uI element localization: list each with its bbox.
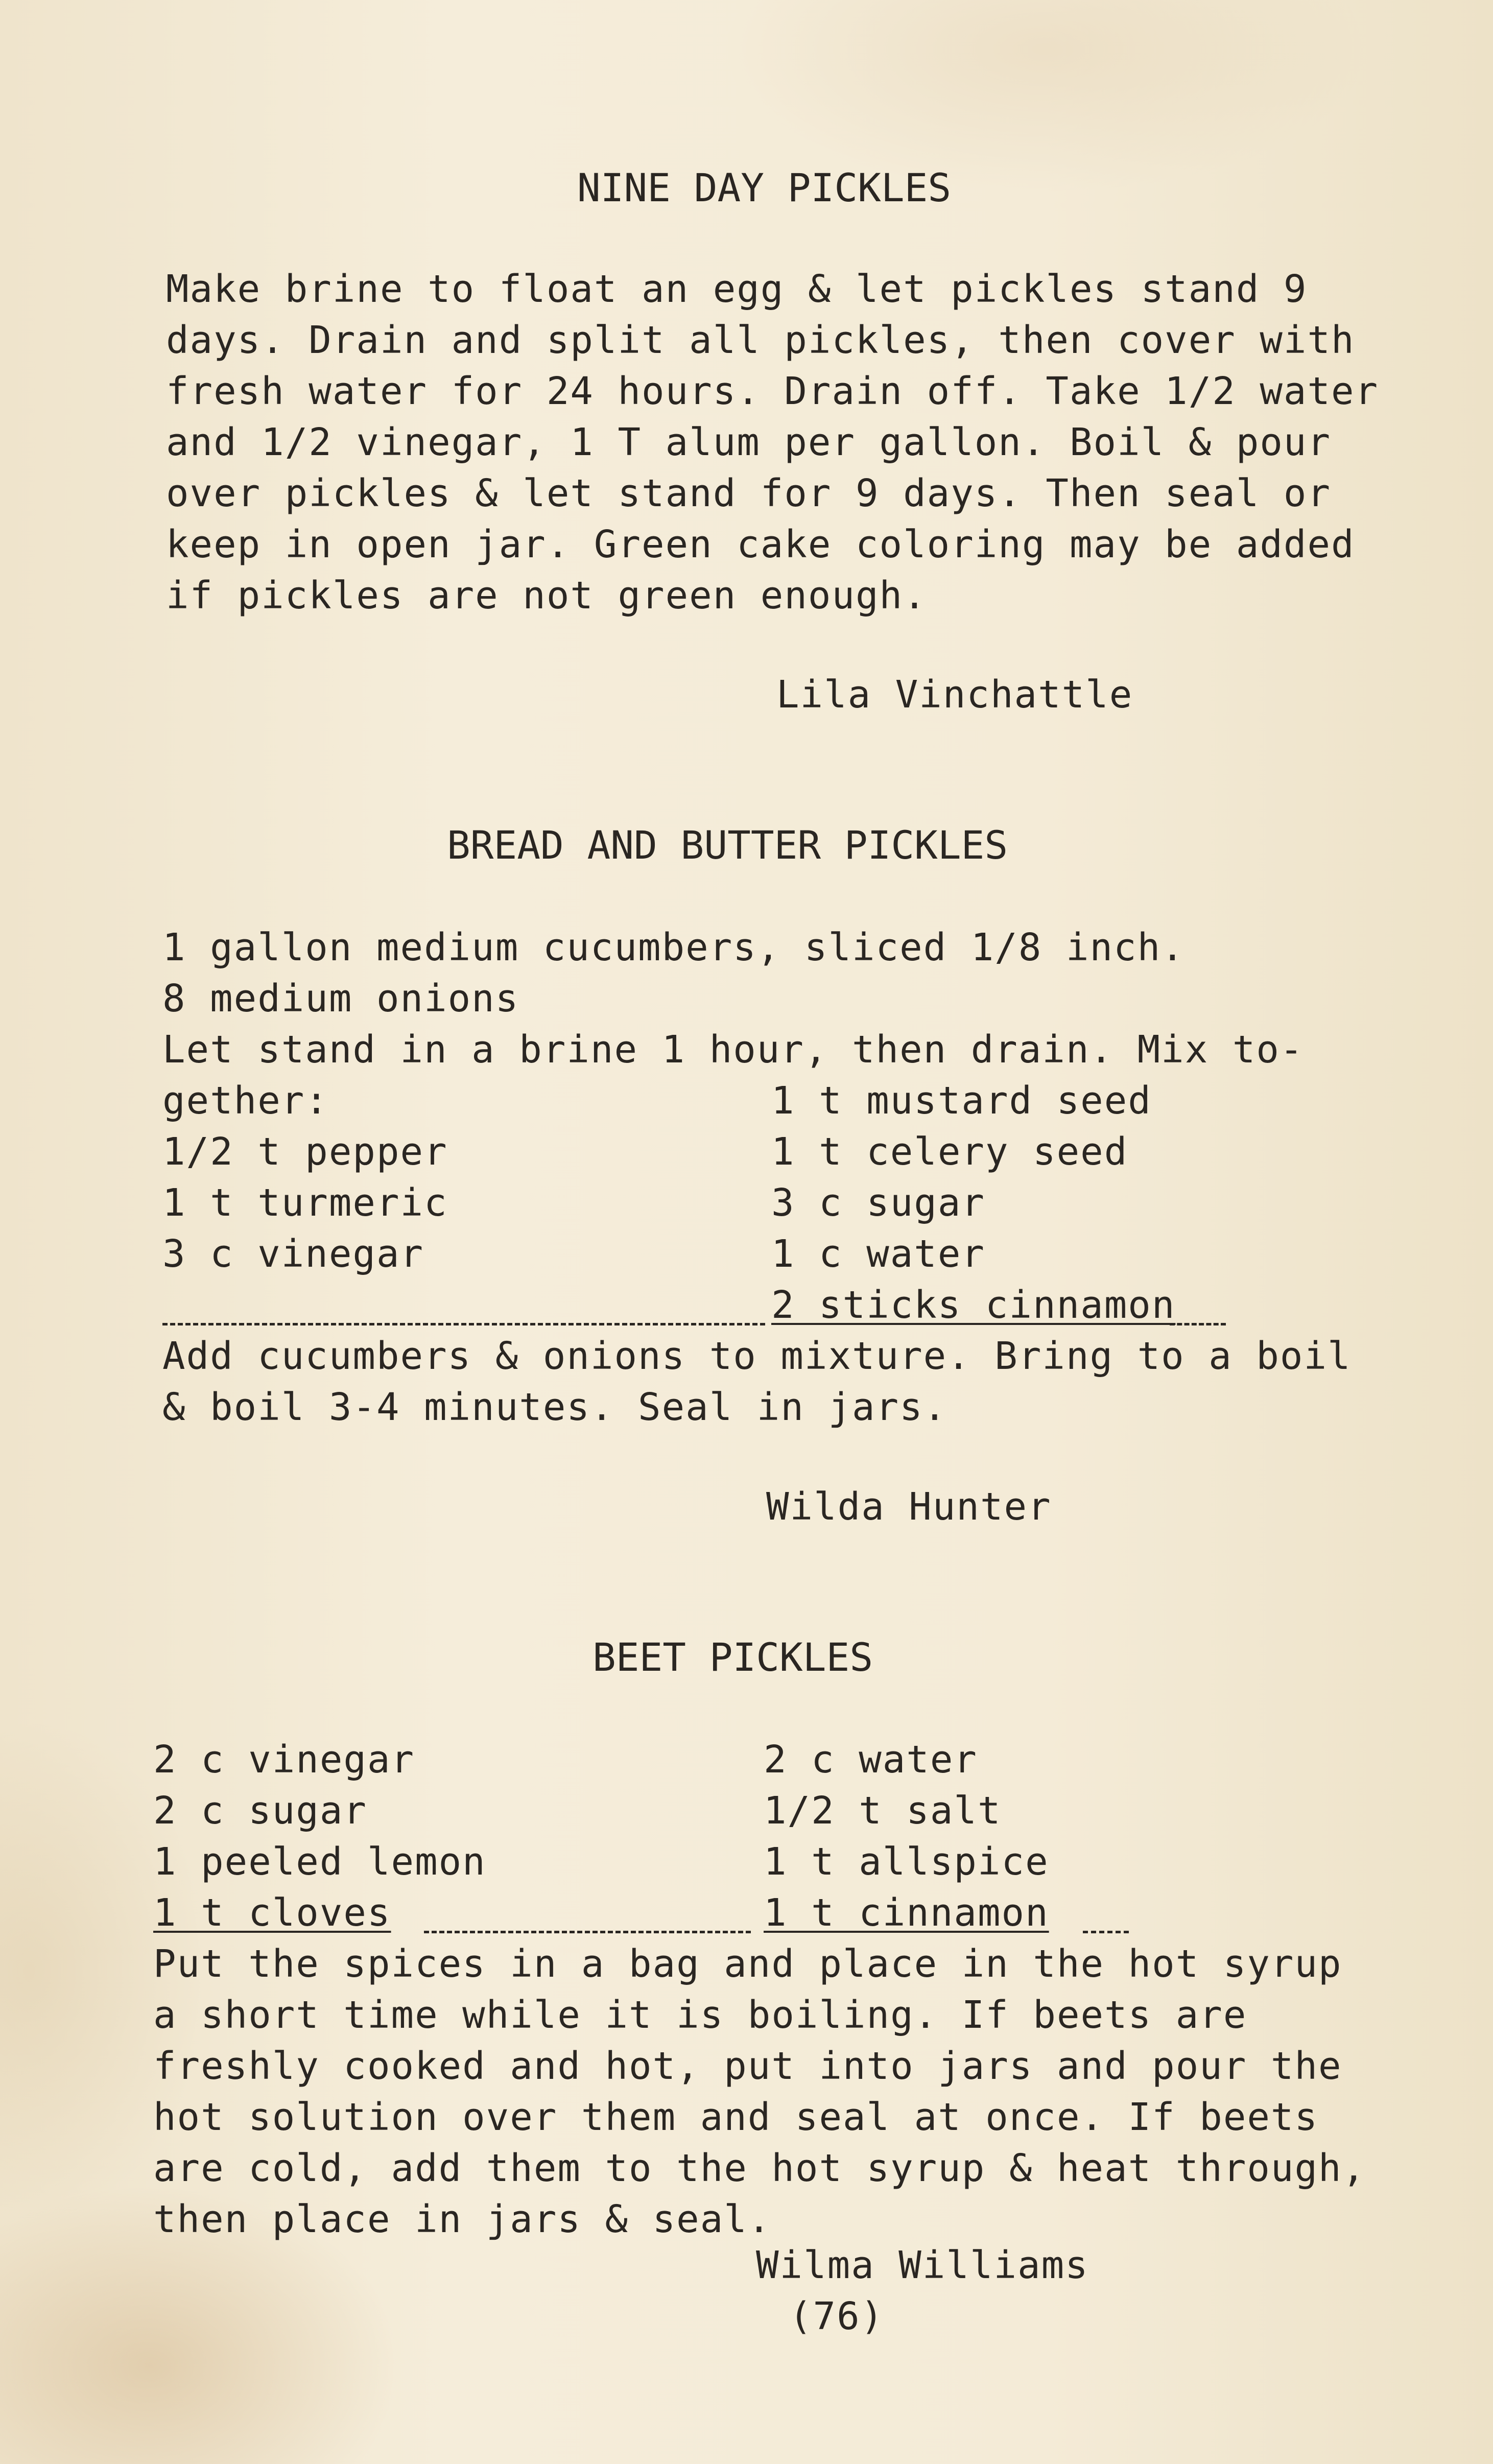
ingredient-left: gether: bbox=[162, 1079, 329, 1123]
recipe-body-line: Put the spices in a bag and place in the hot syrup bbox=[153, 1942, 1342, 1986]
recipe-author: Wilma Williams bbox=[756, 2243, 1089, 2287]
recipe-body-line: hot solution over them and seal at once. If beets bbox=[153, 2095, 1319, 2139]
recipe-title: BEET PICKLES bbox=[593, 1634, 873, 1680]
recipe-body-line: if pickles are not green enough. bbox=[166, 574, 927, 618]
divider-dashes bbox=[1170, 1323, 1226, 1325]
ingredient-left: 1 t cloves bbox=[153, 1891, 391, 1935]
ingredient-right: 1/2 t salt bbox=[764, 1789, 1002, 1833]
page-number: (76) bbox=[789, 2294, 885, 2338]
recipe-body-line: over pickles & let stand for 9 days. Then seal or bbox=[166, 471, 1332, 515]
ingredient-right: 1 t mustard seed bbox=[771, 1079, 1152, 1123]
divider-dashes bbox=[1083, 1931, 1129, 1933]
ingredient-left: 2 c vinegar bbox=[153, 1738, 415, 1782]
recipe-body-line: then place in jars & seal. bbox=[153, 2197, 772, 2241]
recipe-title: BREAD AND BUTTER PICKLES bbox=[447, 822, 1008, 868]
recipe-body-line: fresh water for 24 hours. Drain off. Take 1/2 water bbox=[166, 369, 1379, 413]
recipe-body-line: & boil 3-4 minutes. Seal in jars. bbox=[162, 1385, 947, 1429]
ingredient-left: 1/2 t pepper bbox=[162, 1130, 448, 1174]
recipe-title: NINE DAY PICKLES bbox=[577, 165, 952, 210]
recipe-body-line: a short time while it is boiling. If beets are bbox=[153, 1993, 1247, 2037]
ingredient-left: 3 c vinegar bbox=[162, 1232, 424, 1276]
recipe-body-line: and 1/2 vinegar, 1 T alum per gallon. Boil & pour bbox=[166, 420, 1332, 464]
divider-dashes bbox=[424, 1931, 751, 1933]
ingredient-right: 2 sticks cinnamon bbox=[771, 1283, 1176, 1327]
divider-dashes bbox=[162, 1323, 765, 1325]
ingredient-right: 1 t allspice bbox=[764, 1840, 1049, 1884]
recipe-body-line: Add cucumbers & onions to mixture. Bring to a boil bbox=[162, 1334, 1352, 1378]
recipe-body-line: Make brine to float an egg & let pickles stand 9 bbox=[166, 267, 1308, 311]
recipe-body-line: days. Drain and split all pickles, then cover with bbox=[166, 318, 1355, 362]
recipe-intro-line: 1 gallon medium cucumbers, sliced 1/8 inch. bbox=[162, 926, 1185, 969]
recipe-intro-line: 8 medium onions bbox=[162, 977, 519, 1021]
ingredient-right: 1 t celery seed bbox=[771, 1130, 1128, 1174]
ingredient-left: 2 c sugar bbox=[153, 1789, 367, 1833]
recipe-author: Lila Vinchattle bbox=[776, 673, 1133, 717]
recipe-intro-line: Let stand in a brine 1 hour, then drain. Mix to- bbox=[162, 1028, 1304, 1072]
ingredient-right: 2 c water bbox=[764, 1738, 978, 1782]
recipe-body-line: keep in open jar. Green cake coloring may be added bbox=[166, 523, 1355, 566]
recipe-author: Wilda Hunter bbox=[766, 1485, 1052, 1529]
ingredient-right: 3 c sugar bbox=[771, 1181, 985, 1225]
recipe-body-line: are cold, add them to the hot syrup & heat through, bbox=[153, 2146, 1366, 2190]
ingredient-right: 1 c water bbox=[771, 1232, 985, 1276]
ingredient-left: 1 peeled lemon bbox=[153, 1840, 486, 1884]
ingredient-right: 1 t cinnamon bbox=[764, 1891, 1049, 1935]
recipe-body-line: freshly cooked and hot, put into jars and pour the bbox=[153, 2044, 1342, 2088]
ingredient-left: 1 t turmeric bbox=[162, 1181, 448, 1225]
